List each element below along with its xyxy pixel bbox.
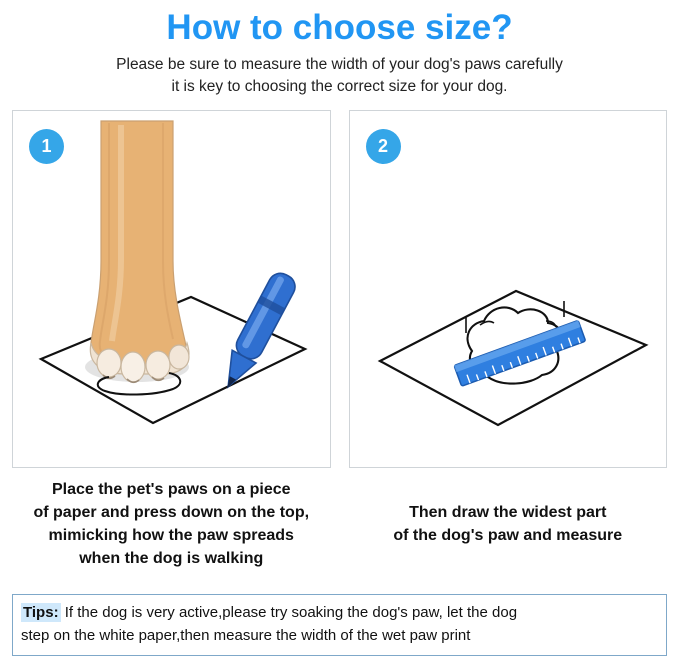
step-captions [0, 468, 679, 570]
dog-leg-icon [90, 121, 189, 382]
step-1-caption-line-4: when the dog is walking [79, 550, 264, 567]
step-1-caption [12, 478, 331, 570]
step-1-caption-line-1: Place the pet's paws on a piece [51, 481, 291, 498]
illustration-panels [0, 98, 679, 468]
step-1-caption-line-3: mimicking how the paw spreads [48, 527, 294, 544]
page-title: How to choose size? [166, 8, 513, 47]
step-2-caption-line-1: Then draw the widest part [409, 504, 607, 521]
step-2-badge: 2 [366, 129, 401, 164]
step-2-illustration [350, 111, 668, 468]
step-1-caption-line-2: of paper and press down on the top, [33, 504, 310, 521]
size-guide-page [0, 6, 679, 662]
step-2-caption [349, 478, 668, 570]
step-1-badge: 1 [29, 129, 64, 164]
step-2-caption-line-2: of the dog's paw and measure [393, 527, 623, 544]
page-subtitle [0, 54, 679, 98]
tips-line-2: step on the white paper,then measure the width of the wet paw print [21, 627, 471, 644]
tips-box [12, 594, 667, 656]
step-2-panel [349, 110, 668, 468]
tips-line-1: If the dog is very active,please try soaking the dog's paw, let the dog [60, 604, 518, 621]
step-1-illustration [13, 111, 331, 468]
step-1-panel [12, 110, 331, 468]
subtitle-line-2: it is key to choosing the correct size for your dog. [171, 78, 508, 95]
subtitle-line-1: Please be sure to measure the width of your dog's paws carefully [116, 56, 563, 73]
tips-label: Tips: [23, 604, 59, 621]
